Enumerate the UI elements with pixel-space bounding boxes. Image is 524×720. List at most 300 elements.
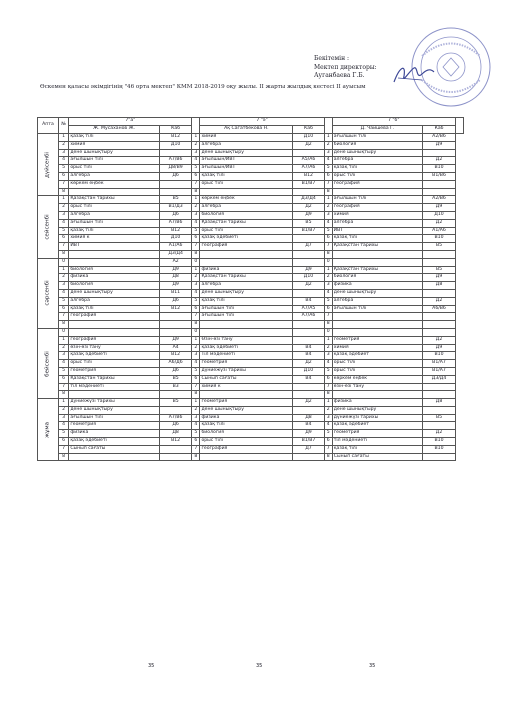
day-cell (38, 196, 59, 258)
lesson-number: 0 (324, 328, 332, 336)
lesson-number: 5 (192, 297, 200, 305)
subject: биология (69, 282, 160, 290)
lesson-number: 7 (58, 180, 68, 188)
day-label: сәрсенбі (44, 280, 51, 306)
lesson-row (38, 430, 464, 438)
subject: орыс тілі (332, 367, 423, 375)
room (159, 406, 191, 414)
lesson-number: 8 (192, 321, 200, 329)
day-cell (38, 134, 59, 196)
lesson-number: 2 (324, 274, 332, 282)
room (293, 383, 324, 391)
lesson-row (38, 367, 464, 375)
subject: ағылшын тілі (200, 305, 293, 313)
subject: қазақ тілі (200, 172, 293, 180)
lesson-number: 5 (58, 227, 68, 235)
room: В10 (423, 165, 456, 173)
room (423, 149, 456, 157)
lesson-number: 3 (58, 352, 68, 360)
room: Д10 (293, 274, 324, 282)
room (159, 180, 191, 188)
subject: химия (69, 141, 160, 149)
total-7a: 35 (148, 663, 155, 669)
approval-position: Мектеп директоры: (314, 63, 377, 71)
lesson-number: 7 (324, 243, 332, 251)
room: Д6 (159, 211, 191, 219)
subject: қазақ тілі (69, 134, 160, 142)
subject (332, 321, 423, 329)
lesson-number: 0 (58, 258, 68, 266)
lesson-number: 5 (58, 430, 68, 438)
subject (69, 328, 160, 336)
approval-label: Бекітемін : (314, 55, 350, 62)
subject: химия (332, 344, 423, 352)
subject: қазақ әдебиеті (200, 344, 293, 352)
room: Д9 (423, 141, 456, 149)
subject: ИВТ (332, 227, 423, 235)
lesson-row (38, 289, 464, 297)
lesson-number: 4 (324, 289, 332, 297)
room (159, 321, 191, 329)
subject: дене шынықтыру (200, 289, 293, 297)
room (423, 250, 456, 258)
room: Д9 (159, 336, 191, 344)
room (423, 313, 456, 321)
lesson-number: 3 (192, 211, 200, 219)
lesson-row (38, 336, 464, 344)
lesson-number: 2 (192, 406, 200, 414)
room: Д8/В9 (159, 165, 191, 173)
subject (69, 250, 160, 258)
subject: алгебра (200, 282, 293, 290)
room: А7/А6 (293, 165, 324, 173)
lesson-number: 4 (58, 360, 68, 368)
lesson-number: 4 (192, 219, 200, 227)
room: В12 (293, 172, 324, 180)
room (423, 406, 456, 414)
room: А7/В6 (159, 414, 191, 422)
subject: Тіл мәдениеті (200, 352, 293, 360)
lesson-number: 3 (324, 149, 332, 157)
room: Д10 (423, 211, 456, 219)
room (159, 445, 191, 453)
lesson-number: 5 (192, 430, 200, 438)
subject: дүниежүзі тарихы (200, 367, 293, 375)
room: В4 (293, 352, 324, 360)
day-label: дүйсенбі (44, 151, 51, 178)
subject: Қазақстан тарихы (200, 219, 293, 227)
lesson-number: 1 (192, 134, 200, 142)
subject: көркем еңбек (332, 375, 423, 383)
room (293, 328, 324, 336)
subject: химия (332, 211, 423, 219)
subject: қазақ әдебиет (332, 352, 423, 360)
room (423, 258, 456, 266)
lesson-number: 8 (58, 321, 68, 329)
lesson-number: 2 (192, 204, 200, 212)
room: Д3/Д4 (423, 375, 456, 383)
lesson-row (38, 149, 464, 157)
subject: алгебра (332, 297, 423, 305)
lesson-number: 7 (58, 445, 68, 453)
room: В3 (159, 383, 191, 391)
room: А1/А6 (159, 243, 191, 251)
subject: Сынып сағаты (200, 375, 293, 383)
lesson-number: 6 (324, 235, 332, 243)
header-room: Каб (293, 126, 324, 134)
lesson-number: 0 (324, 258, 332, 266)
lesson-number: 8 (324, 391, 332, 399)
header-day: Апта (38, 118, 59, 134)
room (293, 149, 324, 157)
room (293, 235, 324, 243)
lesson-row (38, 266, 464, 274)
room: Д8 (159, 430, 191, 438)
lesson-row (38, 250, 464, 258)
subject: қазақ тілі (200, 422, 293, 430)
subject: география (69, 336, 160, 344)
lesson-row (38, 399, 464, 407)
lesson-number: 2 (58, 406, 68, 414)
room (423, 383, 456, 391)
lesson-number: 2 (192, 274, 200, 282)
lesson-number: 0 (58, 328, 68, 336)
room: В1/А7 (423, 367, 456, 375)
room (423, 328, 456, 336)
subject: геометрия (200, 360, 293, 368)
room: В12 (159, 134, 191, 142)
lesson-number: 6 (192, 305, 200, 313)
lesson-number: 8 (192, 453, 200, 461)
room: Д8 (293, 414, 324, 422)
subject: ағылшын тілі (332, 305, 423, 313)
subject: биология (200, 211, 293, 219)
subject: геометрия (69, 367, 160, 375)
subject: ағылшын тілі (332, 196, 423, 204)
subject: химия (200, 134, 293, 142)
lesson-number: 4 (324, 360, 332, 368)
room: В4 (293, 297, 324, 305)
lesson-row (38, 445, 464, 453)
header-class-7a: 7"а" (69, 118, 192, 126)
lesson-number: 8 (324, 250, 332, 258)
lesson-row (38, 328, 464, 336)
room: Д3/Д4 (293, 196, 324, 204)
room: А7/А6 (293, 313, 324, 321)
subject (332, 391, 423, 399)
lesson-number: 4 (192, 422, 200, 430)
room: А2/В6 (423, 196, 456, 204)
lesson-number: 1 (324, 134, 332, 142)
room: Д9 (423, 344, 456, 352)
subject: қазақ тілі (69, 227, 160, 235)
room: Д8 (423, 399, 456, 407)
lesson-number: 2 (324, 406, 332, 414)
lesson-number: 3 (58, 282, 68, 290)
day-cell (38, 328, 59, 398)
lesson-row (38, 422, 464, 430)
room (293, 453, 324, 461)
subject: геометрия (332, 336, 423, 344)
room: Д9 (423, 274, 456, 282)
lesson-number: 1 (192, 336, 200, 344)
room: В5 (159, 196, 191, 204)
subject: алгебра (69, 297, 160, 305)
schedule-table (37, 117, 464, 461)
room: В5 (423, 414, 456, 422)
room (423, 321, 456, 329)
subject (200, 391, 293, 399)
subject: алгебра (69, 172, 160, 180)
room (293, 391, 324, 399)
lesson-number: 7 (58, 383, 68, 391)
subject: география (200, 445, 293, 453)
subject: орыс тілі (69, 204, 160, 212)
lesson-number: 1 (58, 336, 68, 344)
room (293, 406, 324, 414)
subject: ағылшын тілі (200, 313, 293, 321)
lesson-number: 5 (324, 165, 332, 173)
subject: қазақ әдебиеті (69, 352, 160, 360)
subject: ағылшын/ИВТ (200, 165, 293, 173)
header-teacher: Ақ Сагатбекова Н. (200, 126, 293, 134)
room: Д10 (293, 134, 324, 142)
lesson-row (38, 297, 464, 305)
subject (200, 328, 293, 336)
lesson-number: 2 (58, 344, 68, 352)
room: В10 (423, 235, 456, 243)
lesson-number: 7 (58, 243, 68, 251)
lesson-row (38, 134, 464, 142)
subject: география (332, 204, 423, 212)
lesson-number: 6 (192, 375, 200, 383)
subject: дене шынықтыру (332, 406, 423, 414)
room: В5 (293, 219, 324, 227)
room: Д9 (423, 204, 456, 212)
subject: ағылшын тілі (69, 414, 160, 422)
lesson-number: 5 (192, 367, 200, 375)
subject: геометрия (69, 422, 160, 430)
total-7b: 35 (369, 663, 376, 669)
lesson-number: 1 (192, 266, 200, 274)
lesson-row (38, 344, 464, 352)
lesson-number: 2 (58, 204, 68, 212)
subject: биология (69, 266, 160, 274)
lesson-number: 0 (192, 258, 200, 266)
subject: биология (332, 141, 423, 149)
room: В12 (159, 438, 191, 446)
lesson-number: 8 (58, 250, 68, 258)
room (159, 453, 191, 461)
subject (200, 258, 293, 266)
lesson-number: 8 (192, 250, 200, 258)
subject: Қазақстан тарихы (332, 266, 423, 274)
header-class-7ae: 7 "ә" (200, 118, 324, 126)
lesson-number: 7 (324, 445, 332, 453)
lesson-number: 6 (58, 438, 68, 446)
room: Д2 (423, 157, 456, 165)
room: Д7 (293, 445, 324, 453)
lesson-number: 4 (58, 289, 68, 297)
lesson-number: 6 (324, 375, 332, 383)
lesson-row (38, 165, 464, 173)
lesson-number: 2 (324, 204, 332, 212)
lesson-row (38, 243, 464, 251)
subject: орыс тілі (69, 360, 160, 368)
room: Д2 (423, 297, 456, 305)
lesson-row (38, 204, 464, 212)
subject: геометрия (332, 430, 423, 438)
lesson-number: 6 (324, 438, 332, 446)
lesson-number: 7 (192, 445, 200, 453)
room: А6/Д6 (159, 360, 191, 368)
subject: ИВТ (69, 243, 160, 251)
lesson-number: 5 (58, 297, 68, 305)
subject (332, 188, 423, 196)
lesson-row (38, 172, 464, 180)
lesson-number: 5 (192, 227, 200, 235)
room: А2 (159, 258, 191, 266)
room: В4 (293, 422, 324, 430)
subject (69, 453, 160, 461)
lesson-number: 5 (324, 430, 332, 438)
lesson-number: 7 (192, 313, 200, 321)
lesson-number: 2 (192, 344, 200, 352)
lesson-number: 4 (324, 157, 332, 165)
lesson-number: 1 (324, 196, 332, 204)
subject (200, 250, 293, 258)
subject: Қазақстан тарихы (200, 274, 293, 282)
room (293, 258, 324, 266)
lesson-row (38, 196, 464, 204)
subject (332, 258, 423, 266)
lesson-number: 4 (192, 360, 200, 368)
lesson-number: 3 (324, 352, 332, 360)
subject: дүниежүзі тарихы (332, 414, 423, 422)
room: Д6 (159, 172, 191, 180)
subject: дене шынықтыру (332, 289, 423, 297)
lesson-row (38, 274, 464, 282)
subject: физика (69, 430, 160, 438)
subject (200, 188, 293, 196)
lesson-number: 8 (192, 391, 200, 399)
header-teacher: Д. Чаишева Г. (332, 126, 423, 134)
lesson-row (38, 453, 464, 461)
room: Д2 (293, 141, 324, 149)
room: Д6 (159, 367, 191, 375)
room: В10 (423, 445, 456, 453)
subject: химия к (69, 235, 160, 243)
subject: география (200, 243, 293, 251)
lesson-row (38, 305, 464, 313)
room: В5 (423, 243, 456, 251)
lesson-number: 6 (192, 172, 200, 180)
subject: Сынып сағаты (332, 453, 423, 461)
subject: Қазақстан тарихы (69, 375, 160, 383)
lesson-number: 3 (58, 149, 68, 157)
lesson-number: 5 (324, 367, 332, 375)
subject: алгебра (332, 157, 423, 165)
lesson-number: 3 (192, 414, 200, 422)
lesson-row (38, 360, 464, 368)
subject: физика (332, 399, 423, 407)
subject: ағылшын/ИВТ (200, 157, 293, 165)
lesson-number: 6 (192, 438, 200, 446)
lesson-number: 6 (324, 305, 332, 313)
subject: дене шынықтыру (69, 149, 160, 157)
subject: ағылшын тілі (69, 219, 160, 227)
lesson-number: 8 (58, 391, 68, 399)
lesson-number: 1 (58, 266, 68, 274)
approval-name: Ауганбаева Г.Б. (314, 72, 365, 79)
subject: биология (332, 274, 423, 282)
lesson-number: 8 (324, 453, 332, 461)
room: В4 (293, 375, 324, 383)
subject (69, 321, 160, 329)
subject: орыс тілі (200, 227, 293, 235)
subject: орыс тілі (200, 180, 293, 188)
subject: қазақ тілі (332, 165, 423, 173)
lesson-number: 3 (192, 149, 200, 157)
room (423, 289, 456, 297)
lesson-number: 6 (58, 235, 68, 243)
lesson-number: 4 (58, 422, 68, 430)
room (159, 149, 191, 157)
lesson-number: 7 (324, 383, 332, 391)
lesson-number: 1 (324, 336, 332, 344)
subject: қазақ тілі (332, 235, 423, 243)
lesson-row (38, 235, 464, 243)
room (159, 391, 191, 399)
lesson-number: 7 (192, 383, 200, 391)
approval-block (314, 55, 377, 81)
subject: Қазақстан тарихы (332, 243, 423, 251)
subject: география (69, 313, 160, 321)
subject: физика (332, 282, 423, 290)
lesson-number: 7 (192, 180, 200, 188)
lesson-number: 7 (324, 180, 332, 188)
header-room: Каб (423, 126, 456, 134)
room (159, 313, 191, 321)
lesson-number: 5 (58, 165, 68, 173)
room: А7/В6 (159, 219, 191, 227)
lesson-number: 7 (58, 313, 68, 321)
room: Д2 (293, 360, 324, 368)
lesson-row (38, 211, 464, 219)
room (293, 336, 324, 344)
room: В1/В7 (293, 438, 324, 446)
lesson-number: 4 (324, 422, 332, 430)
room: А4 (159, 344, 191, 352)
lesson-row (38, 141, 464, 149)
lesson-number: 8 (58, 453, 68, 461)
subject: орыс тілі (69, 165, 160, 173)
subject: тіл мәдениеті (332, 438, 423, 446)
subject: физика (200, 414, 293, 422)
lesson-number: 5 (324, 227, 332, 235)
day-label: сейсенбі (44, 214, 51, 240)
lesson-row (38, 219, 464, 227)
day-label: бейсенбі (44, 350, 51, 377)
lesson-number: 8 (324, 321, 332, 329)
lesson-row (38, 282, 464, 290)
room: А7/А5 (293, 305, 324, 313)
room: В11 (159, 289, 191, 297)
room: Д9 (159, 282, 191, 290)
room (293, 188, 324, 196)
room: В1/Д3 (159, 204, 191, 212)
day-cell (38, 399, 59, 461)
